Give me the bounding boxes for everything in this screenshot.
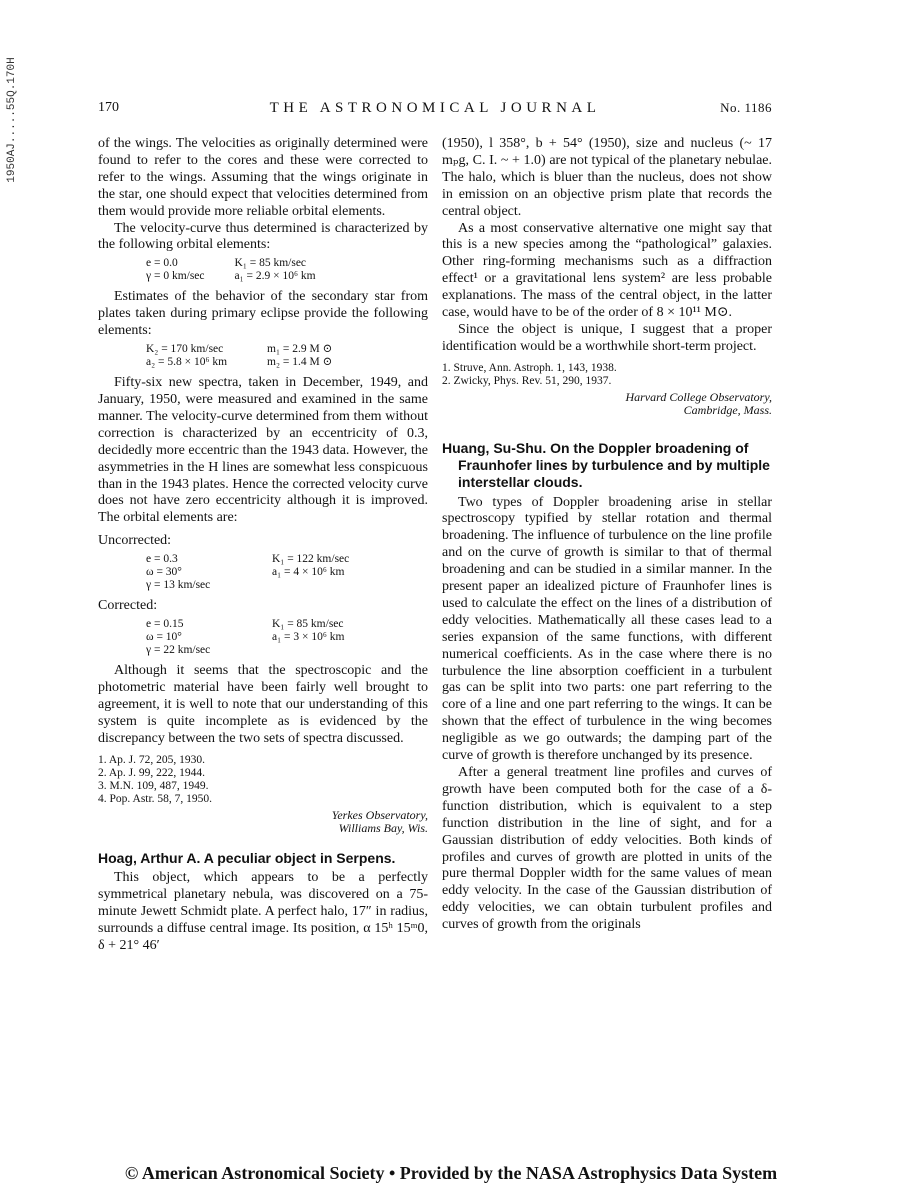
element-value: ω = 30°	[146, 566, 182, 579]
corrected-label: Corrected:	[98, 598, 158, 614]
reference-item: 4. Pop. Astr. 58, 7, 1950.	[98, 792, 213, 805]
element-value: ω = 10°	[146, 631, 182, 644]
paragraph: The velocity-curve thus determined is characterized by the following orbital elements:	[98, 220, 428, 253]
element-value: K₂ = 170 km/sec	[146, 343, 224, 356]
secondary-elements-table	[146, 343, 332, 369]
element-value: m₁ = 2.9 M ⊙	[267, 343, 333, 356]
paragraph: Fifty-six new spectra, taken in December, 1949, and January, 1950, were measured and examined in the same manner. The velocity-curve determined from them without correction is characterized by an eccentricity of 0.3, decidedly more eccentric than the 1943 data. However, the asymmetries in the H lines are somewhat less conspicuous than in the 1943 plates. Hence the corrected velocity curve does not have zero eccentricity although it is improved. The orbital elements are:	[98, 375, 428, 526]
reference-item: 1. Ap. J. 72, 205, 1930.	[98, 753, 206, 766]
paragraph: Although it seems that the spectroscopic and the photometric material have been fairly well brought to agreement, it is well to note that our understanding of this system is quite incomplete as is evidenced by the discrepancy between the two sets of spectra discussed.	[98, 663, 428, 746]
element-value	[272, 579, 398, 592]
affiliation	[98, 809, 428, 836]
reference-list	[98, 754, 428, 806]
element-value: e = 0.15	[146, 618, 184, 631]
page-number: 170	[98, 100, 119, 115]
bibcode-side-tag: 1950AJ.....55Q.170H	[6, 57, 18, 183]
orbital-elements-table	[146, 257, 316, 283]
paragraph: (1950), l 358°, b + 54° (1950), size and nucleus (~ 17 mₚg, C. I. ~ + 1.0) are not typical of the planetary nebulae. The halo, which is bluer than the nucleus, does not show in emission on an objective prism plate that records the central object.	[442, 136, 772, 219]
right-column	[442, 136, 772, 934]
element-value: a₁ = 4 × 10⁶ km	[272, 566, 345, 579]
affiliation-line: Cambridge, Mass.	[683, 403, 772, 418]
abstract-title-huang: Huang, Su-Shu. On the Doppler broadening of Fraunhofer lines by turbulence and by multiple interstellar clouds.	[442, 439, 770, 490]
reference-item: 2. Ap. J. 99, 222, 1944.	[98, 766, 206, 779]
corrected-elements-table	[146, 618, 398, 657]
journal-title: THE ASTRONOMICAL JOURNAL	[269, 100, 601, 116]
element-value: γ = 13 km/sec	[146, 579, 211, 592]
paragraph: Since the object is unique, I suggest that a proper identification would be a worthwhile short-term project.	[442, 321, 772, 354]
page-header	[98, 100, 772, 120]
reference-item: 3. M.N. 109, 487, 1949.	[98, 779, 209, 792]
element-value: K₁ = 85 km/sec	[272, 618, 344, 631]
reference-item: 2. Zwicky, Phys. Rev. 51, 290, 1937.	[442, 374, 612, 387]
element-value: K₁ = 85 km/sec	[234, 257, 307, 270]
uncorrected-elements-table	[146, 553, 398, 592]
paragraph: After a general treatment line profiles and curves of growth have been computed both for the case of a δ-function distribution, which is equivalent to a step function distribution in the line of sight, and for a Gaussian distribution of eddy velocities. Both kinds of profiles and curves of growth are plotted in units of the pure thermal Doppler width for the same values of mean eddy velocity. In the case of the Gaussian distribution of eddy velocities, we can obtain turbulent profiles and curves of growth from the originals	[442, 765, 772, 933]
element-value: e = 0.0	[146, 257, 178, 270]
element-value: a₁ = 3 × 10⁶ km	[272, 631, 345, 644]
affiliation	[442, 391, 772, 418]
element-value	[272, 644, 398, 657]
abstract-title-hoag: Hoag, Arthur A. A peculiar object in Serpens.	[98, 849, 396, 866]
element-value: m₂ = 1.4 M ⊙	[267, 356, 333, 369]
issue-number: No. 1186	[720, 100, 772, 115]
element-value: K₁ = 122 km/sec	[272, 553, 350, 566]
reference-item: 1. Struve, Ann. Astroph. 1, 143, 1938.	[442, 361, 617, 374]
footer-credit: © American Astronomical Society • Provided by the NASA Astrophysics Data System	[124, 1163, 778, 1183]
affiliation-line: Harvard College Observatory,	[625, 389, 772, 404]
left-column	[98, 136, 428, 955]
uncorrected-label: Uncorrected:	[98, 533, 172, 549]
element-value: a₂ = 5.8 × 10⁶ km	[146, 356, 228, 369]
paragraph: Two types of Doppler broadening arise in stellar spectroscopy typified by stellar rotation and thermal broadening. The influence of turbulence on the line profile and on the curve of growth is similar to that of thermal broadening and can be studied in a similar manner. In the present paper an idealized picture of Fraunhofer lines is used to calculate the effect on the lines of a distribution of eddy velocities. Mathematically all these cases lead to a series expansion of the same functions, with different numerical coefficients. As in the case where there is no turbulence the line absorption coefficient in a turbulent gas can be split into two parts: one part referring to the core of a line and one part referring to the wings. It can be shown that the effect of turbulence in the wing becomes negligible as we go outwards; the damping part of the curve of growth is therefore unchanged by its presence.	[442, 494, 772, 764]
affiliation-line: Yerkes Observatory,	[331, 807, 428, 822]
affiliation-line: Williams Bay, Wis.	[338, 821, 428, 836]
element-value: γ = 22 km/sec	[146, 644, 211, 657]
element-value: a₁ = 2.9 × 10⁶ km	[234, 270, 316, 283]
paragraph: of the wings. The velocities as originally determined were found to refer to the cores and these were corrected to refer to the wings. Assuming that the wings originate in the star, one should expect that velocities determined from them would provide more reliable orbital elements.	[98, 136, 428, 219]
paragraph: Estimates of the behavior of the secondary star from plates taken during primary eclipse provide the following elements:	[98, 289, 428, 339]
element-value: e = 0.3	[146, 553, 178, 566]
reference-list	[442, 362, 772, 388]
paragraph: This object, which appears to be a perfectly symmetrical planetary nebula, was discovered on a 75-minute Jewett Schmidt plate. A perfect halo, 17″ in radius, surrounds a diffuse central image. Its position, α 15ʰ 15ᵐ0, δ + 21° 46′	[98, 870, 428, 954]
paragraph: As a most conservative alternative one might say that this is a new species among the “pathological” galaxies. Other ring-forming mechanisms such as a diffraction effect¹ or a gravitational lens system² are less probable explanations. The mass of the central object, in the latter case, would have to be of the order of 8 × 10¹¹ M⊙.	[442, 220, 772, 321]
element-value: γ = 0 km/sec	[146, 270, 205, 283]
